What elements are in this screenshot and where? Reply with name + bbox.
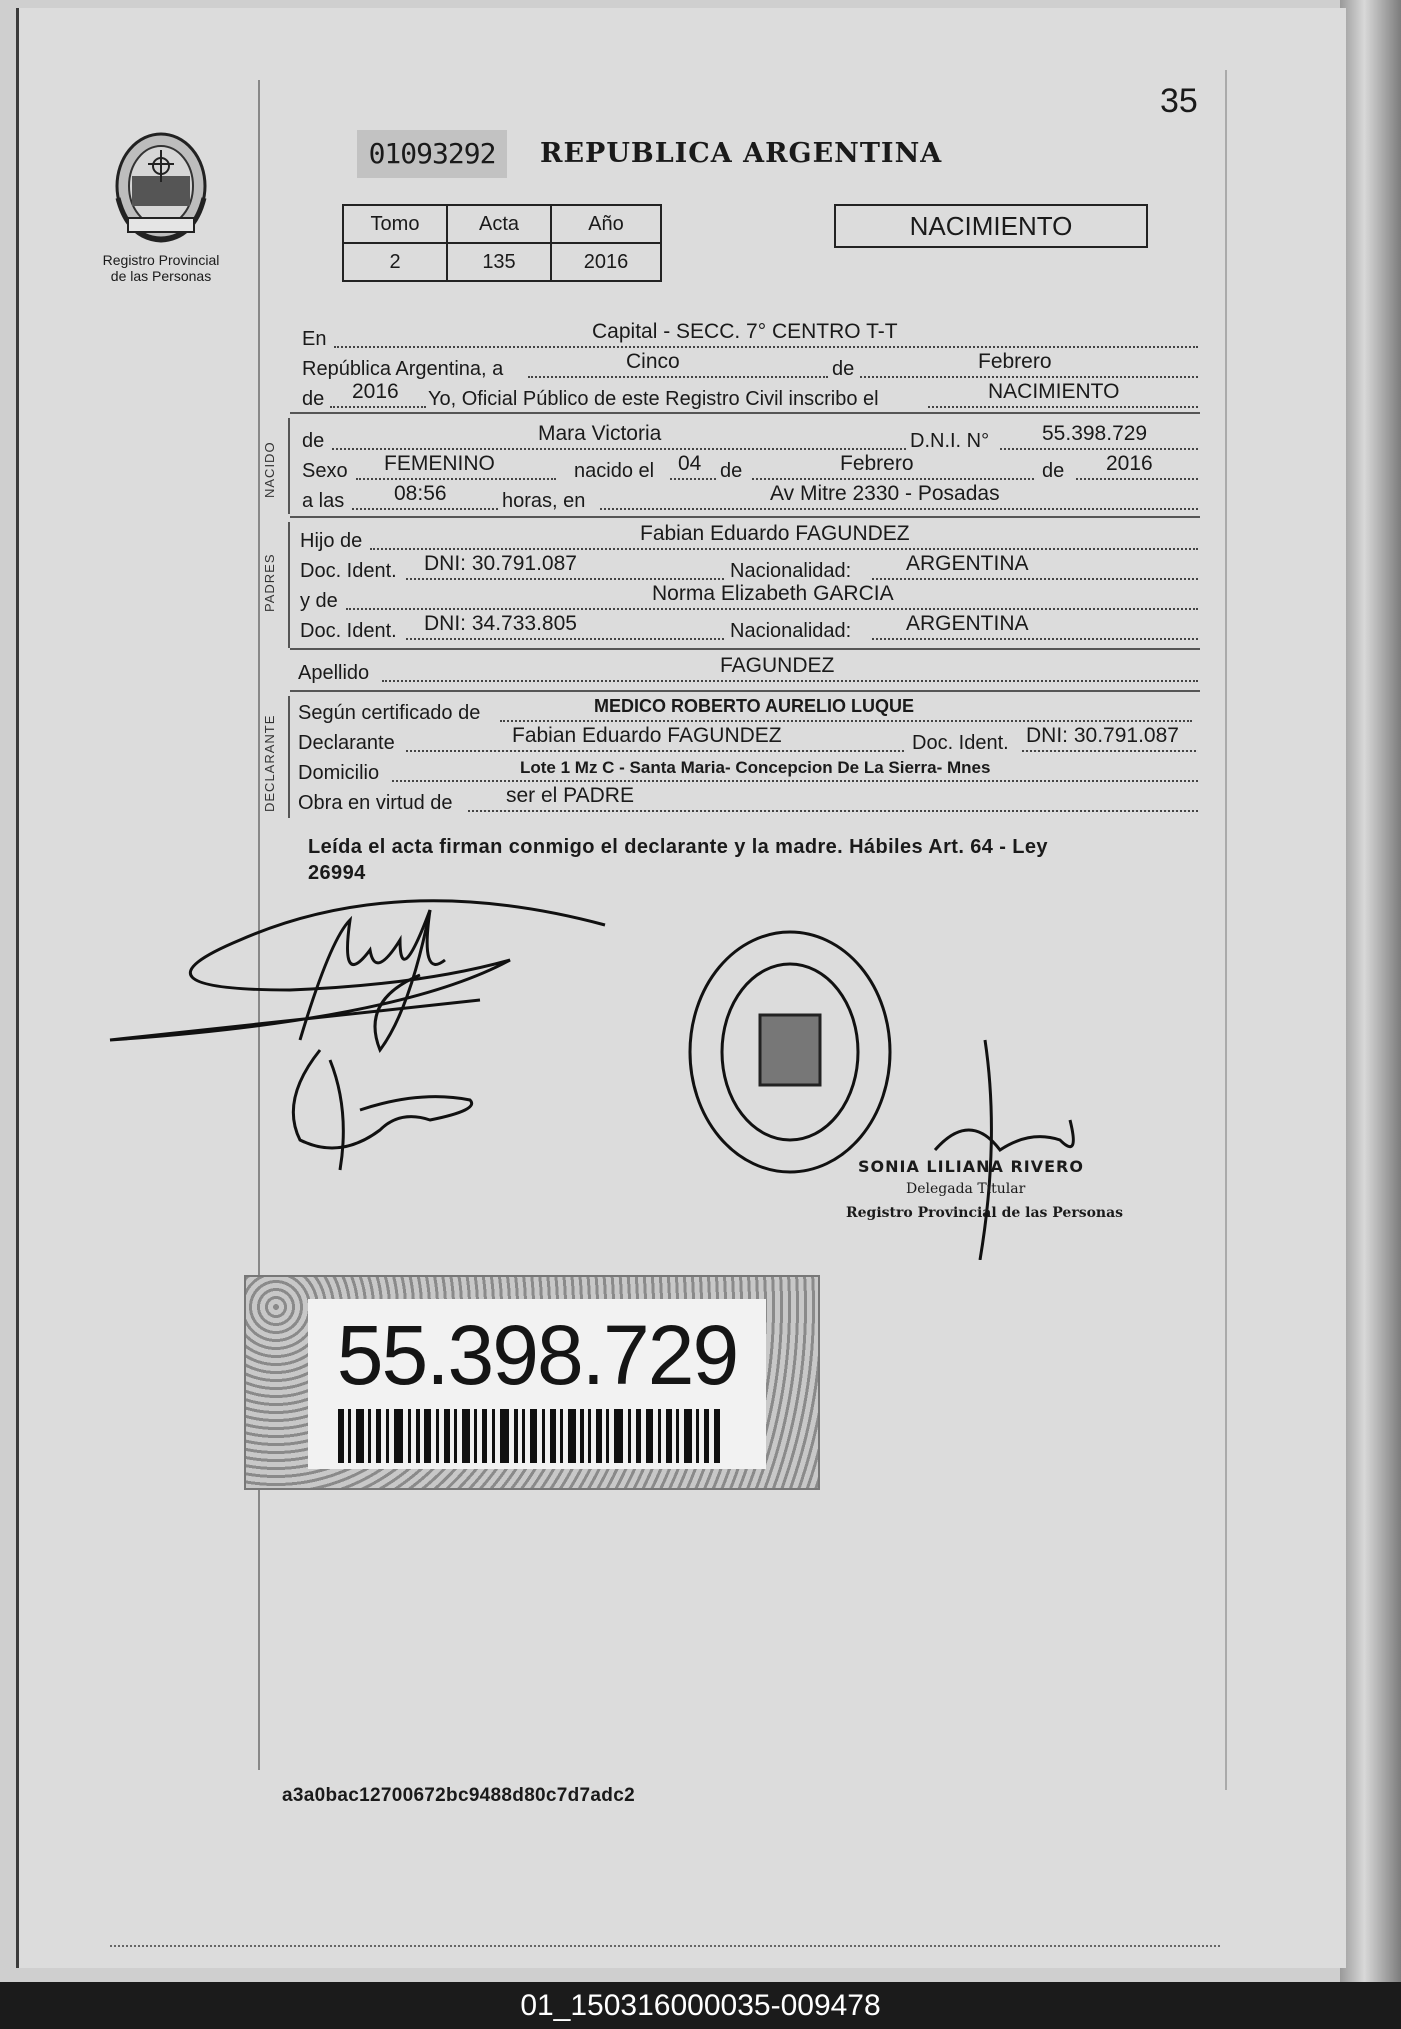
dotted-line — [332, 448, 906, 450]
label-republica: República Argentina, a — [302, 358, 504, 380]
declarante-side-bar — [288, 696, 290, 818]
row-apellido — [300, 656, 1200, 686]
row-domicilio — [300, 756, 1200, 786]
row-certificado — [300, 696, 1200, 726]
label-de: de — [720, 460, 743, 482]
registry-header-anio: Año — [551, 205, 661, 243]
official-name: SONIA LILIANA RIVERO — [858, 1157, 1084, 1176]
label-nacionalidad: Nacionalidad: — [730, 560, 852, 582]
value-birth-place: Av Mitre 2330 - Posadas — [770, 482, 1000, 505]
section-divider — [290, 412, 1200, 414]
dotted-line — [352, 508, 498, 510]
page-number: 35 — [1160, 82, 1198, 120]
dotted-line — [752, 478, 1034, 480]
value-year: 2016 — [352, 380, 399, 403]
barcode-inner — [308, 1299, 766, 1469]
label-apellido: Apellido — [298, 662, 370, 684]
label-obra-en-virtud: Obra en virtud de — [298, 792, 453, 814]
row-father-name — [300, 524, 1200, 554]
dotted-line — [600, 508, 1198, 510]
label-de2: de — [302, 388, 325, 410]
value-declarante-doc: DNI: 30.791.087 — [1026, 724, 1179, 747]
value-month: Febrero — [978, 350, 1052, 373]
label-de: de — [1042, 460, 1065, 482]
document-hash: a3a0bac12700672bc9488d80c7d7adc2 — [282, 1785, 635, 1806]
dotted-line — [346, 608, 1198, 610]
registry-table — [342, 204, 662, 282]
signatures-and-stamp — [100, 880, 1200, 1260]
value-mother-doc: DNI: 34.733.805 — [424, 612, 577, 635]
label-doc-ident: Doc. Ident. — [300, 620, 397, 642]
registry-header-acta: Acta — [447, 205, 551, 243]
nacido-side-bar — [288, 418, 290, 514]
dotted-line — [330, 406, 426, 408]
row-statement — [300, 382, 1200, 412]
label-a-las: a las — [302, 490, 345, 512]
section-divider — [290, 516, 1200, 518]
row-obra — [300, 786, 1200, 816]
label-sexo: Sexo — [302, 460, 348, 482]
value-hora: 08:56 — [394, 482, 447, 505]
dotted-line — [1022, 750, 1196, 752]
emblem-caption-line1: Registro Provincial — [102, 252, 220, 268]
label-segun-certificado: Según certificado de — [298, 702, 481, 724]
section-divider — [290, 648, 1200, 650]
label-doc-ident: Doc. Ident. — [300, 560, 397, 582]
label-doc-ident: Doc. Ident. — [912, 732, 1009, 754]
scan-footer: 01_150316000035-009478 — [0, 1982, 1401, 2029]
official-organization: Registro Provincial de las Personas — [846, 1205, 1124, 1221]
value-domicilio: Lote 1 Mz C - Santa Maria- Concepcion De La Sierra- Mnes — [520, 758, 991, 777]
dotted-line — [468, 810, 1198, 812]
value-mother-name: Norma Elizabeth GARCIA — [652, 582, 894, 605]
emblem-caption-line2: de las Personas — [110, 268, 212, 284]
row-nacido-name — [300, 424, 1200, 454]
row-nacido-sexo — [300, 454, 1200, 484]
dotted-line — [670, 478, 716, 480]
row-mother-doc — [300, 614, 1200, 644]
dotted-line — [356, 478, 556, 480]
dotted-line — [392, 780, 1198, 782]
emblem-caption — [92, 252, 230, 284]
mother-signature-icon — [293, 1050, 471, 1170]
value-birth-year: 2016 — [1106, 452, 1153, 475]
value-obra: ser el PADRE — [506, 784, 634, 807]
closing-note-line2: 26994 — [308, 862, 366, 884]
dotted-line — [406, 638, 724, 640]
label-declarante: Declarante — [298, 732, 395, 754]
barcode-number: 55.398.729 — [336, 1308, 738, 1402]
row-nacido-hora — [300, 484, 1200, 514]
official-role: Delegada Titular — [906, 1181, 1026, 1197]
closing-note — [308, 834, 1208, 886]
dotted-line — [406, 750, 904, 752]
registry-value-anio: 2016 — [551, 243, 661, 281]
section-divider — [290, 690, 1200, 692]
value-birth-day: 04 — [678, 452, 702, 475]
barcode-icon — [338, 1409, 728, 1463]
act-type-box: NACIMIENTO — [834, 204, 1148, 248]
registry-header-tomo: Tomo — [343, 205, 447, 243]
value-birth-month: Febrero — [840, 452, 914, 475]
label-nacido-el: nacido el — [574, 460, 655, 482]
margin-rule-right — [1225, 70, 1227, 1790]
serial-number: 01093292 — [357, 130, 507, 178]
registry-value-acta: 135 — [447, 243, 551, 281]
value-en: Capital - SECC. 7° CENTRO T-T — [592, 320, 898, 343]
row-father-doc — [300, 554, 1200, 584]
dotted-line — [928, 406, 1198, 408]
dotted-line — [334, 346, 1198, 348]
row-mother-name — [300, 584, 1200, 614]
dotted-line — [500, 720, 1192, 722]
value-declarante: Fabian Eduardo FAGUNDEZ — [512, 724, 782, 747]
dotted-line — [1000, 448, 1198, 450]
province-emblem-icon — [108, 128, 214, 244]
declarante-side-label: DECLARANTE — [262, 714, 277, 812]
dotted-line — [382, 680, 1198, 682]
dotted-line — [406, 578, 724, 580]
value-father-name: Fabian Eduardo FAGUNDEZ — [640, 522, 910, 545]
value-sexo: FEMENINO — [384, 452, 495, 475]
dotted-line — [872, 638, 1198, 640]
label-hijo-de: Hijo de — [300, 530, 363, 552]
label-y-de: y de — [300, 590, 338, 612]
padres-side-bar — [288, 522, 290, 648]
label-dni: D.N.I. N° — [910, 430, 990, 452]
barcode-label — [244, 1275, 820, 1490]
label-domicilio: Domicilio — [298, 762, 380, 784]
registry-table-values — [343, 243, 661, 281]
value-act: NACIMIENTO — [988, 380, 1120, 403]
value-father-nationality: ARGENTINA — [906, 552, 1029, 575]
row-republica — [300, 352, 1200, 382]
registry-table-header — [343, 205, 661, 243]
value-mother-nationality: ARGENTINA — [906, 612, 1029, 635]
label-horas-en: horas, en — [502, 490, 586, 512]
label-nacionalidad: Nacionalidad: — [730, 620, 852, 642]
closing-note-line1: Leída el acta firman conmigo el declarante y la madre. Hábiles Art. 64 - Ley — [308, 836, 1048, 858]
official-signature-icon — [935, 1040, 1073, 1260]
dotted-line — [860, 376, 1198, 378]
dotted-line — [528, 376, 828, 378]
official-seal-icon — [690, 932, 890, 1172]
padres-side-label: PADRES — [262, 553, 277, 612]
document-title: REPUBLICA ARGENTINA — [540, 138, 943, 169]
dotted-line — [370, 548, 1198, 550]
label-de: de — [302, 430, 325, 452]
value-apellido: FAGUNDEZ — [720, 654, 835, 677]
label-de: de — [832, 358, 855, 380]
registry-value-tomo: 2 — [343, 243, 447, 281]
row-en — [300, 322, 1200, 352]
value-father-doc: DNI: 30.791.087 — [424, 552, 577, 575]
value-child-dni: 55.398.729 — [1042, 422, 1148, 445]
row-declarante — [300, 726, 1200, 756]
bottom-dotted-rule — [110, 1945, 1220, 1947]
dotted-line — [1076, 478, 1198, 480]
label-en: En — [302, 328, 327, 350]
value-child-name: Mara Victoria — [538, 422, 662, 445]
nacido-side-label: NACIDO — [262, 441, 277, 498]
statement-text: Yo, Oficial Público de este Registro Civil inscribo el — [428, 388, 879, 410]
declarant-signature-icon — [110, 901, 605, 1050]
dotted-line — [872, 578, 1198, 580]
value-day: Cinco — [626, 350, 680, 373]
value-certificado: MEDICO ROBERTO AURELIO LUQUE — [594, 696, 915, 716]
binding-edge — [1340, 0, 1401, 1982]
